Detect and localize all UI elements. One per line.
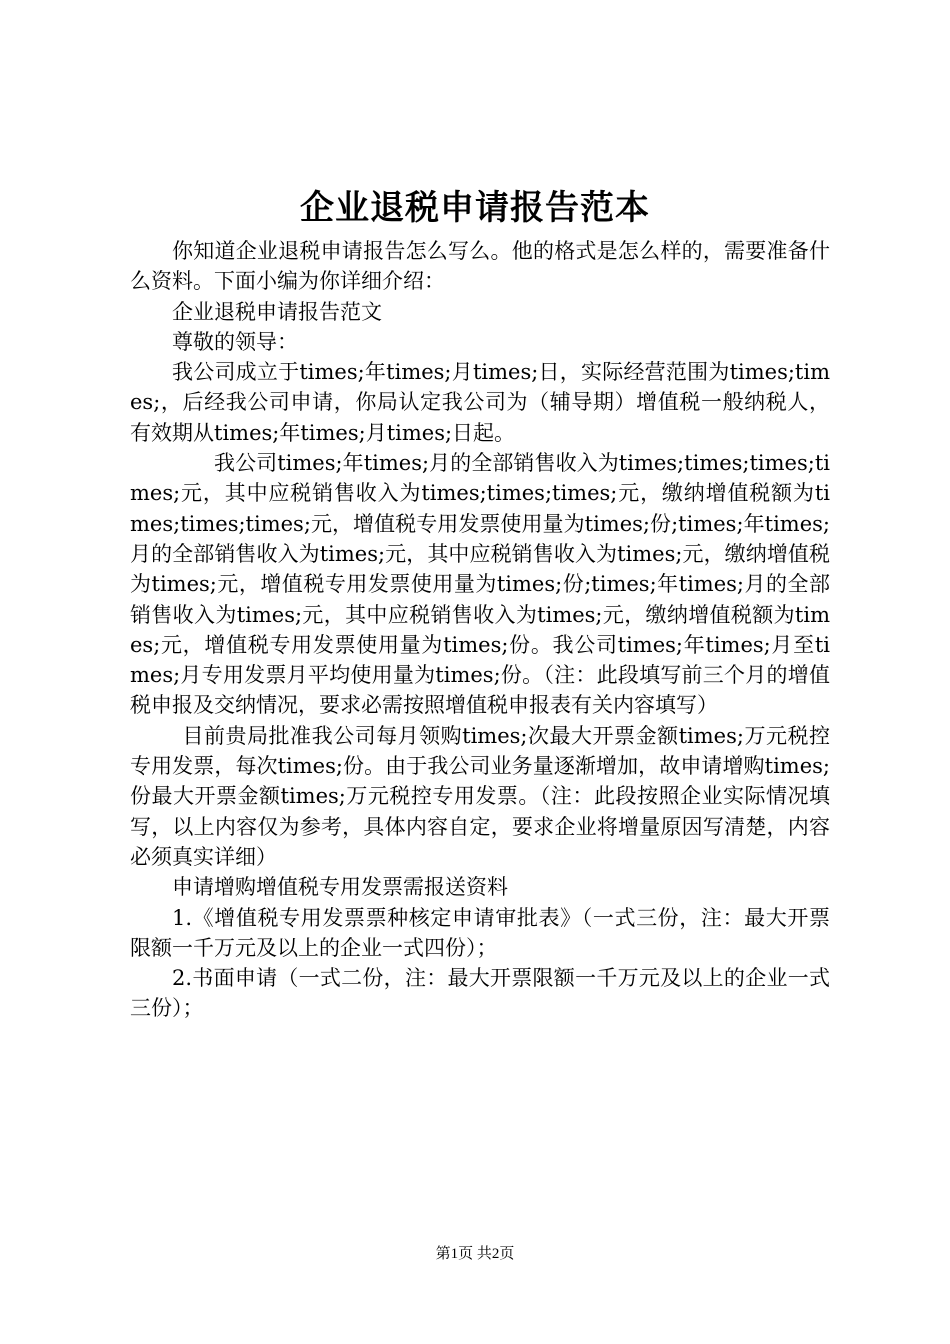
request-paragraph: 目前贵局批准我公司每月领购times;次最大开票金额times;万元税控专用发票，每次times;份。由于我公司业务量逐渐增加，故申请增购times;份最大开票金额times;万元税控专用发票。（注：此段按照企业实际情况填写，以上内容仅为参考，具体内容自定，要求企业将增量原因写清楚，内容必须真实详细）	[130, 723, 830, 869]
section-heading-sample: 企业退税申请报告范文	[172, 299, 382, 324]
page-footer: 第1页 共2页	[435, 1246, 515, 1262]
salutation: 尊敬的领导：	[172, 329, 298, 354]
materials-heading: 申请增购增值税专用发票需报送资料	[172, 875, 508, 900]
document-body	[130, 236, 830, 1024]
sales-info-paragraph: 我公司times;年times;月的全部销售收入为times;times;times;times;元，其中应税销售收入为times;times;times;元，缴纳增值税额为times;times;times;元，增值税专用发票使用量为times;份;times;年times;月的全部销售收入为times;元，其中应税销售收入为times;元，缴纳增值税为times;元，增值税专用发票使用量为times;份;times;年times;月的全部销售收入为times;元，其中应税销售收入为times;元，缴纳增值税额为times;元，增值税专用发票使用量为times;份。我公司times;年times;月至times;月专用发票月平均使用量为times;份。（注：此段填写前三个月的增值税申报及交纳情况，要求必需按照增值税申报表有关内容填写）	[130, 451, 830, 718]
company-info-paragraph: 我公司成立于times;年times;月times;日，实际经营范围为times;times;，后经我公司申请，你局认定我公司为（辅导期）增值税一般纳税人，有效期从times;年times;月times;日起。	[130, 360, 830, 445]
materials-item-2: 2.书面申请（一式二份，注：最大开票限额一千万元及以上的企业一式三份）；	[130, 966, 830, 1021]
intro-paragraph: 你知道企业退税申请报告怎么写么。他的格式是怎么样的，需要准备什么资料。下面小编为你详细介绍：	[130, 239, 830, 294]
materials-item-1: 1.《增值税专用发票票种核定申请审批表》（一式三份，注：最大开票限额一千万元及以上的企业一式四份）；	[130, 905, 830, 960]
document-title: 企业退税申请报告范本	[300, 188, 650, 228]
